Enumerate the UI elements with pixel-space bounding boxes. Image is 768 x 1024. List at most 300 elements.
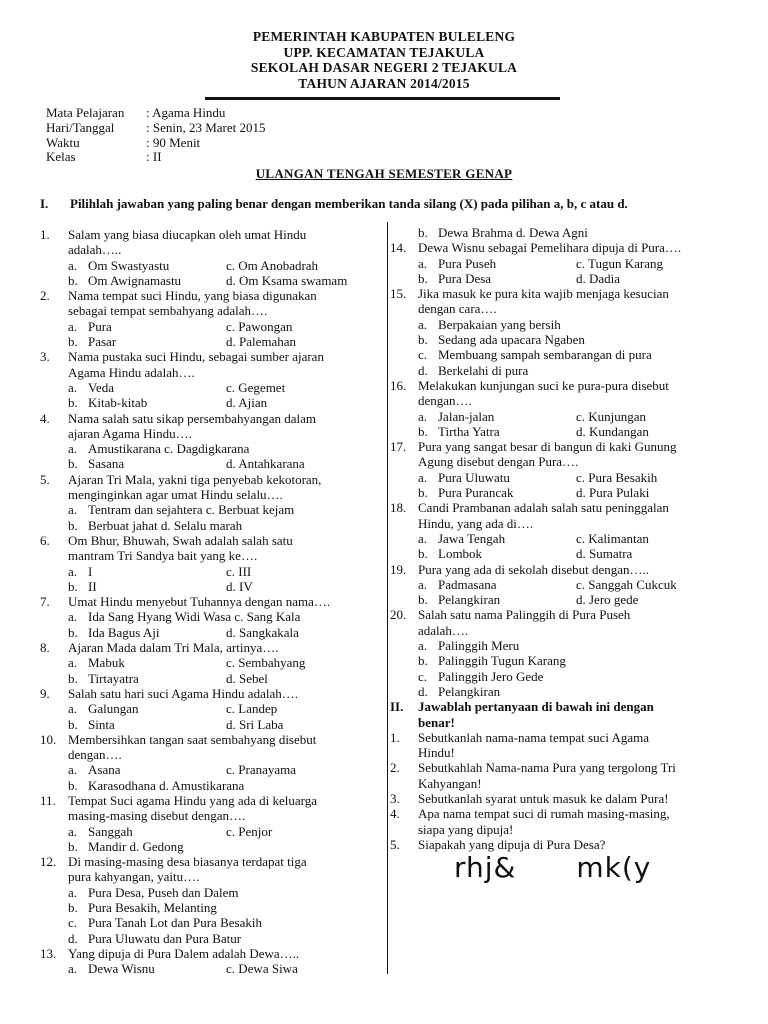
- info-value: : 90 Menit: [146, 134, 201, 150]
- section-1-instruction: Pilihlah jawaban yang paling benar dengan memberikan tanda silang (X) pada pilihan a, b, c atau d.: [70, 196, 628, 211]
- option-text: Berkelahi di pura: [438, 362, 529, 378]
- question-row: [40, 365, 380, 380]
- section-1-heading: [40, 196, 628, 212]
- option-row: [40, 900, 380, 915]
- option-text: II: [88, 578, 97, 594]
- option-letter: b.: [68, 777, 78, 793]
- option-letter: d.: [418, 362, 428, 378]
- option-letter: c.: [68, 915, 78, 931]
- option-text: Pura: [88, 318, 112, 334]
- option-letter: a.: [68, 563, 78, 579]
- question-text: Di masing-masing desa biasanya terdapat tiga: [68, 854, 307, 870]
- essay-question-number: [390, 822, 418, 837]
- option-row: [390, 546, 730, 561]
- option-text: Pura Tanah Lot dan Pura Besakih: [88, 915, 262, 931]
- question-number: 14.: [390, 240, 407, 256]
- option-text: Ida Sang Hyang Widi Wasa c. Sang Kala: [88, 609, 301, 625]
- option-text: Sedang ada upacara Ngaben: [438, 332, 585, 348]
- option-text: Pasar: [88, 334, 117, 350]
- option-row: [40, 502, 380, 517]
- question-row: [40, 808, 380, 823]
- option-text: Dewa Brahma d. Dewa Agni: [438, 225, 588, 240]
- option-row: [40, 701, 380, 716]
- question-text: Ajaran Mada dalam Tri Mala, artinya….: [68, 640, 279, 656]
- info-value: : II: [146, 149, 162, 165]
- essay-question-number: 1.: [390, 729, 400, 745]
- option-text: Jawa Tengah: [438, 530, 506, 546]
- question-row: [40, 303, 380, 318]
- option-row: [40, 885, 380, 900]
- question-number: [40, 365, 68, 380]
- option-text: c. Landep: [226, 701, 278, 717]
- header-line-4: TAHUN AJARAN 2014/2015: [298, 75, 470, 91]
- section-1-numeral: I.: [40, 196, 49, 211]
- option-text: Pura Desa: [438, 270, 492, 286]
- question-number: [40, 242, 68, 257]
- question-number: 19.: [390, 561, 407, 577]
- question-row: [40, 472, 380, 487]
- question-row: [390, 500, 730, 515]
- question-number: [40, 487, 68, 502]
- essay-question-number: 3.: [390, 790, 400, 806]
- info-label: Hari/Tanggal: [46, 119, 115, 135]
- question-row: [390, 516, 730, 531]
- option-text: c. Tugun Karang: [576, 255, 664, 271]
- question-number: 10.: [40, 731, 57, 747]
- option-letter: a.: [68, 701, 78, 717]
- option-row: [40, 671, 380, 686]
- option-letter: b.: [418, 270, 428, 286]
- question-number: 7.: [40, 594, 50, 610]
- option-text: c. Pawongan: [226, 318, 293, 334]
- header-line-2: UPP. KECAMATAN TEJAKULA: [283, 44, 485, 60]
- essay-question-number: 4.: [390, 806, 400, 822]
- option-letter: a.: [68, 655, 78, 671]
- header-line-1: PEMERINTAH KABUPATEN BULELENG: [252, 29, 516, 44]
- header-divider: [205, 97, 560, 100]
- info-label: Mata Pelajaran: [46, 105, 125, 120]
- question-row: [40, 686, 380, 701]
- option-text: Berpakaian yang bersih: [438, 316, 561, 332]
- essay-question-row: [390, 806, 730, 821]
- question-number: 9.: [40, 685, 50, 701]
- option-letter: b.: [418, 592, 428, 608]
- option-text: Mabuk: [88, 655, 125, 671]
- question-number: [40, 808, 68, 823]
- info-row: [46, 121, 266, 136]
- question-number: 15.: [390, 286, 407, 302]
- question-row: [40, 242, 380, 257]
- question-text: ajaran Agama Hindu….: [68, 425, 192, 441]
- question-number: [390, 454, 418, 469]
- question-text: menginginkan agar umat Hindu selalu….: [68, 487, 283, 503]
- option-text: d. Sangkakala: [226, 624, 299, 640]
- option-letter: b.: [68, 670, 78, 686]
- question-text: masing-masing disebut dengan….: [68, 808, 246, 824]
- question-text: Salah satu nama Palinggih di Pura Puseh: [418, 607, 631, 623]
- question-row: [40, 946, 380, 961]
- essay-question-text: Sebutkanlah nama-nama tempat suci Agama: [418, 729, 650, 745]
- option-text: c. Kunjungan: [576, 408, 647, 424]
- option-text: Dewa Wisnu: [88, 961, 155, 977]
- question-text: Agama Hindu adalah….: [68, 364, 195, 380]
- essay-question-row: [390, 837, 730, 852]
- option-row: [390, 485, 730, 500]
- option-row: [40, 334, 380, 349]
- option-letter: b.: [68, 334, 78, 350]
- section-2-numeral: II.: [390, 699, 404, 715]
- question-number: [390, 393, 418, 408]
- option-text: d. Sumatra: [576, 546, 633, 562]
- essay-question-text: Kahyangan!: [418, 775, 482, 791]
- question-row: [390, 393, 730, 408]
- option-text: Pura Puseh: [438, 255, 497, 271]
- option-text: c. Kalimantan: [576, 530, 649, 546]
- option-text: Pura Desa, Puseh dan Dalem: [88, 884, 239, 900]
- option-letter: b.: [418, 485, 428, 501]
- option-text: c. Pura Besakih: [576, 469, 658, 485]
- question-row: [40, 747, 380, 762]
- question-number: 17.: [390, 439, 407, 455]
- option-row: [390, 577, 730, 592]
- question-number: 11.: [40, 792, 56, 808]
- info-row: [46, 150, 266, 165]
- option-letter: a.: [418, 638, 428, 654]
- option-text: Galungan: [88, 701, 139, 717]
- option-letter: a.: [418, 530, 428, 546]
- question-text: Dewa Wisnu sebagai Pemelihara dipuja di Pura….: [418, 240, 682, 256]
- question-text: Salah satu hari suci Agama Hindu adalah….: [68, 685, 298, 701]
- option-text: d. Palemahan: [226, 334, 297, 350]
- option-text: d. IV: [226, 578, 253, 594]
- info-label: Waktu: [46, 134, 80, 150]
- question-row: [390, 378, 730, 393]
- option-text: Om Awignamastu: [88, 272, 182, 288]
- exam-title: ULANGAN TENGAH SEMESTER GENAP: [255, 166, 513, 181]
- option-row: [40, 717, 380, 732]
- option-row: [40, 839, 380, 854]
- option-letter: a.: [418, 255, 428, 271]
- option-text: c. III: [226, 563, 252, 579]
- question-number: 12.: [40, 854, 57, 870]
- option-text: c. Om Anobadrah: [226, 257, 319, 273]
- handwritten-scribble: [390, 851, 730, 885]
- option-text: c. Gegemet: [226, 379, 286, 395]
- option-row: [40, 915, 380, 930]
- essay-question-text: siapa yang dipuja!: [418, 821, 514, 837]
- question-text: adalah…..: [68, 242, 122, 258]
- essay-question-row: [390, 822, 730, 837]
- question-number: [40, 747, 68, 762]
- section-2-instruction: benar!: [418, 714, 455, 730]
- question-text: Tempat Suci agama Hindu yang ada di keluarga: [68, 792, 318, 808]
- question-text: Salam yang biasa diucapkan oleh umat Hindu: [68, 227, 307, 242]
- question-text: Om Bhur, Bhuwah, Swah adalah salah satu: [68, 532, 293, 548]
- option-row: [390, 684, 730, 699]
- question-number: 13.: [40, 945, 57, 961]
- option-text: Pura Uluwatu: [438, 469, 510, 485]
- question-row: [40, 548, 380, 563]
- section-2-numeral: [390, 715, 418, 730]
- question-text: Membersihkan tangan saat sembahyang disebut: [68, 731, 317, 747]
- option-row: [40, 319, 380, 334]
- question-number: 16.: [390, 377, 407, 393]
- question-number: [40, 303, 68, 318]
- question-row: [40, 854, 380, 869]
- option-letter: b.: [418, 653, 428, 669]
- question-number: [40, 548, 68, 563]
- option-text: c. Sembahyang: [226, 655, 306, 671]
- question-number: 1.: [40, 227, 50, 242]
- option-letter: b.: [68, 517, 78, 533]
- info-row: [46, 106, 266, 121]
- question-row: [390, 439, 730, 454]
- question-text: dengan….: [68, 747, 122, 763]
- option-text: Ida Bagus Aji: [88, 624, 160, 640]
- option-letter: b.: [68, 716, 78, 732]
- question-text: mantram Tri Sandya bait yang ke….: [68, 548, 258, 564]
- option-text: Pelangkiran: [438, 683, 501, 699]
- option-text: c. Penjor: [226, 823, 273, 839]
- option-text: Palinggih Meru: [438, 638, 520, 654]
- question-text: Nama tempat suci Hindu, yang biasa digunakan: [68, 288, 317, 304]
- option-row: [40, 564, 380, 579]
- question-number: [390, 623, 418, 638]
- question-row: [40, 288, 380, 303]
- option-row: [390, 653, 730, 668]
- question-text: Umat Hindu menyebut Tuhannya dengan nama….: [68, 594, 331, 610]
- essay-question-row: [390, 791, 730, 806]
- question-text: Hindu, yang ada di….: [418, 515, 534, 531]
- essay-question-text: Apa nama tempat suci di rumah masing-masing,: [418, 806, 670, 822]
- essay-question-number: 2.: [390, 760, 400, 776]
- option-letter: b.: [418, 332, 428, 348]
- questions-right-column: [390, 225, 730, 885]
- option-text: c. Dewa Siwa: [226, 961, 298, 977]
- question-row: [390, 286, 730, 301]
- option-text: Kitab-kitab: [88, 395, 148, 411]
- option-text: Sinta: [88, 716, 115, 732]
- option-row: [40, 258, 380, 273]
- option-row: [40, 609, 380, 624]
- option-text: d. Om Ksama swamam: [226, 272, 348, 288]
- option-row: [390, 669, 730, 684]
- option-text: Sanggah: [88, 823, 133, 839]
- option-letter: d.: [68, 930, 78, 946]
- question-row: [390, 240, 730, 255]
- info-row: [46, 136, 266, 151]
- option-row: [390, 225, 730, 240]
- info-value: : Agama Hindu: [146, 105, 226, 120]
- question-text: dengan….: [418, 393, 472, 409]
- question-number: 5.: [40, 471, 50, 487]
- essay-question-text: Siapakah yang dipuja di Pura Desa?: [418, 836, 606, 852]
- question-row: [40, 533, 380, 548]
- option-letter: a.: [68, 609, 78, 625]
- option-text: c. Sanggah Cukcuk: [576, 576, 677, 592]
- question-number: [390, 516, 418, 531]
- option-row: [40, 655, 380, 670]
- question-row: [390, 623, 730, 638]
- option-row: [390, 332, 730, 347]
- option-letter: b.: [418, 546, 428, 562]
- option-letter: c.: [418, 668, 428, 684]
- question-row: [390, 562, 730, 577]
- question-row: [390, 301, 730, 316]
- option-text: Padmasana: [438, 576, 497, 592]
- option-letter: b.: [68, 395, 78, 411]
- option-row: [40, 824, 380, 839]
- question-row: [40, 869, 380, 884]
- question-row: [40, 793, 380, 808]
- question-number: 2.: [40, 288, 50, 304]
- option-letter: b.: [68, 900, 78, 916]
- option-letter: a.: [68, 379, 78, 395]
- option-row: [40, 579, 380, 594]
- option-letter: a.: [418, 316, 428, 332]
- essay-question-number: 5.: [390, 836, 400, 852]
- option-row: [390, 409, 730, 424]
- option-letter: a.: [418, 408, 428, 424]
- info-value: : Senin, 23 Maret 2015: [146, 119, 266, 135]
- option-text: I: [88, 563, 93, 579]
- option-letter: b.: [68, 272, 78, 288]
- question-number: [40, 869, 68, 884]
- option-letter: b.: [68, 578, 78, 594]
- question-row: [390, 607, 730, 622]
- option-letter: d.: [418, 683, 428, 699]
- option-text: d. Sri Laba: [226, 716, 284, 732]
- option-row: [40, 456, 380, 471]
- option-letter: b.: [68, 456, 78, 472]
- question-text: Jika masuk ke pura kita wajib menjaga kesucian: [418, 286, 669, 302]
- section-2-heading: [390, 715, 730, 730]
- essay-question-row: [390, 745, 730, 760]
- option-row: [40, 380, 380, 395]
- option-letter: a.: [68, 762, 78, 778]
- question-row: [40, 732, 380, 747]
- question-text: Nama salah satu sikap persembahyangan dalam: [68, 410, 316, 426]
- option-text: d. Sebel: [226, 670, 268, 686]
- question-text: Candi Prambanan adalah salah satu peninggalan: [418, 500, 669, 516]
- option-text: Tirtayatra: [88, 670, 139, 686]
- option-text: Berbuat jahat d. Selalu marah: [88, 517, 243, 533]
- option-text: Karasodhana d. Amustikarana: [88, 777, 245, 793]
- option-row: [40, 961, 380, 976]
- question-text: Pura yang ada di sekolah disebut dengan…..: [418, 561, 650, 577]
- option-row: [40, 273, 380, 288]
- question-row: [40, 349, 380, 364]
- question-row: [40, 411, 380, 426]
- question-text: Ajaran Tri Mala, yakni tiga penyebab kekotoran,: [68, 471, 322, 487]
- option-text: Pura Purancak: [438, 485, 514, 501]
- option-text: c. Pranayama: [226, 762, 297, 778]
- option-text: Membuang sampah sembarangan di pura: [438, 347, 652, 363]
- question-number: 8.: [40, 640, 50, 656]
- question-row: [40, 487, 380, 502]
- question-text: Yang dipuja di Pura Dalem adalah Dewa…..: [68, 945, 300, 961]
- question-row: [390, 454, 730, 469]
- essay-question-text: Sebutkahlah Nama-nama Pura yang tergolong Tri: [418, 760, 676, 776]
- option-row: [390, 531, 730, 546]
- question-row: [40, 426, 380, 441]
- option-letter: a.: [68, 884, 78, 900]
- option-row: [390, 470, 730, 485]
- header-line-3: SEKOLAH DASAR NEGERI 2 TEJAKULA: [250, 60, 518, 75]
- info-label: Kelas: [46, 149, 76, 165]
- question-text: Agung disebut dengan Pura….: [418, 454, 579, 470]
- question-number: [40, 426, 68, 441]
- option-letter: c.: [418, 347, 428, 363]
- option-letter: a.: [68, 318, 78, 334]
- option-row: [390, 347, 730, 362]
- option-text: Pura Besakih, Melanting: [88, 900, 217, 916]
- option-text: d. Kundangan: [576, 423, 649, 439]
- essay-question-row: [390, 760, 730, 775]
- essay-question-number: [390, 776, 418, 791]
- option-letter: a.: [68, 502, 78, 518]
- option-text: Sasana: [88, 456, 125, 472]
- question-text: Pura yang sangat besar di bangun di kaki Gunung: [418, 439, 677, 455]
- option-text: Palinggih Jero Gede: [438, 668, 544, 684]
- document-header: [0, 29, 768, 91]
- option-row: [40, 395, 380, 410]
- question-number: 3.: [40, 349, 50, 365]
- question-row: [40, 594, 380, 609]
- option-text: Om Swastyastu: [88, 257, 170, 273]
- option-text: Tirtha Yatra: [438, 423, 500, 439]
- option-text: d. Jero gede: [576, 592, 639, 608]
- option-letter: a.: [418, 576, 428, 592]
- option-text: d. Dadia: [576, 270, 621, 286]
- question-text: dengan cara….: [418, 301, 497, 317]
- option-row: [390, 363, 730, 378]
- option-letter: b.: [68, 624, 78, 640]
- question-row: [40, 227, 380, 242]
- option-text: Pura Uluwatu dan Pura Batur: [88, 930, 242, 946]
- option-letter: b.: [68, 838, 78, 854]
- option-letter: a.: [68, 961, 78, 977]
- option-letter: a.: [418, 469, 428, 485]
- column-divider: [387, 222, 388, 974]
- option-row: [390, 424, 730, 439]
- option-row: [390, 592, 730, 607]
- option-row: [40, 931, 380, 946]
- essay-question-text: Sebutkanlah syarat untuk masuk ke dalam Pura!: [418, 790, 669, 806]
- section-2-instruction: Jawablah pertanyaan di bawah ini dengan: [418, 699, 654, 715]
- question-text: adalah….: [418, 622, 469, 638]
- question-text: pura kahyangan, yaitu….: [68, 869, 200, 885]
- questions-left-column: [40, 227, 380, 977]
- option-row: [40, 518, 380, 533]
- option-row: [40, 625, 380, 640]
- essay-question-text: Hindu!: [418, 745, 455, 761]
- question-row: [40, 640, 380, 655]
- question-number: 4.: [40, 410, 50, 426]
- question-text: Melakukan kunjungan suci ke pura-pura disebut: [418, 377, 669, 393]
- question-text: Nama pustaka suci Hindu, sebagai sumber ajaran: [68, 349, 324, 365]
- option-letter: b.: [418, 225, 428, 240]
- option-row: [40, 762, 380, 777]
- option-row: [390, 317, 730, 332]
- option-row: [40, 778, 380, 793]
- option-row: [40, 441, 380, 456]
- essay-question-row: [390, 730, 730, 745]
- handwritten-text: rhj&: [454, 851, 517, 885]
- option-text: Tentram dan sejahtera c. Berbuat kejam: [88, 502, 295, 518]
- option-text: Mandir d. Gedong: [88, 838, 184, 854]
- essay-question-number: [390, 745, 418, 760]
